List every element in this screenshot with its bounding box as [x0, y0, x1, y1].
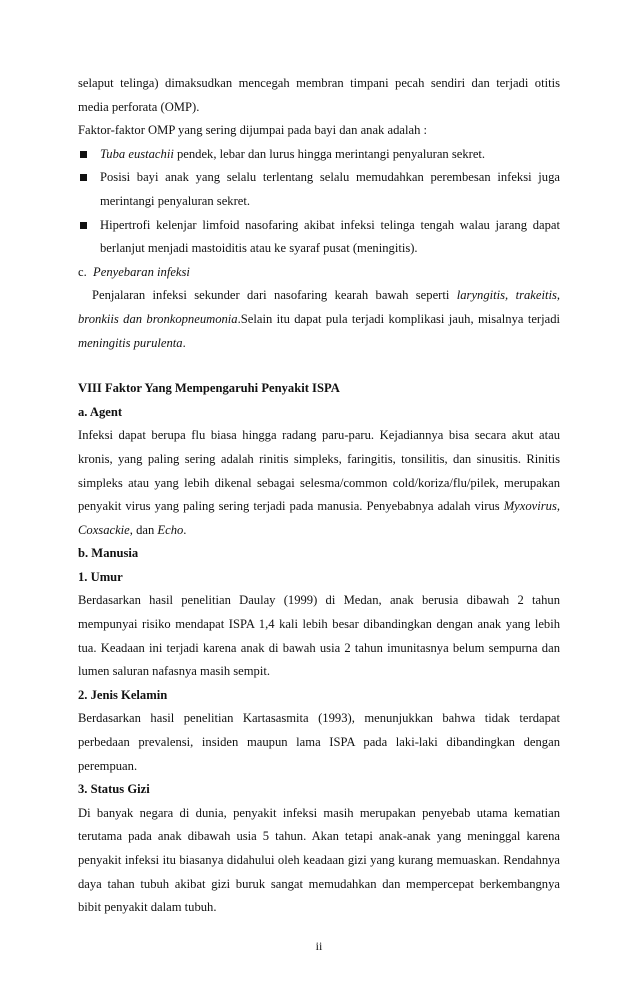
list-item: Hipertrofi kelenjar limfoid nasofaring akibat infeksi telinga tengah walau jarang dapat berlanjut menjadi mastoiditis atau ke syaraf pusat (meningitis). [78, 214, 560, 261]
jenis-kelamin-paragraph: Berdasarkan hasil penelitian Kartasasmita (1993), menunjukkan bahwa tidak terdapat perbedaan prevalensi, insiden maupun lama ISPA pada laki-laki dibandingkan dengan perempuan. [78, 711, 560, 773]
list-item: Posisi bayi anak yang selalu terlentang selalu memudahkan perembesan infeksi juga merintangi penyaluran sekret. [78, 166, 560, 213]
agent-paragraph: Infeksi dapat berupa flu biasa hingga radang paru-paru. Kejadiannya bisa secara akut atau kronis, yang paling sering adalah rinitis simpleks, faringitis, tonsilitis, dan sinusitis. Rinitis simpleks atau yang lebih dikenal sebagai selesma/common cold/koriza/flu/pilek, merupakan penyakit virus yang paling sering terjadi pada manusia. Penyebabnya adalah virus Myxovirus, Coxsackie, dan Echo. [78, 428, 560, 537]
agent-heading: a. Agent [78, 404, 123, 419]
umur-heading: 1. Umur [78, 569, 123, 584]
jenis-kelamin-heading: 2. Jenis Kelamin [78, 687, 168, 702]
section-viii-title: VIII Faktor Yang Mempengaruhi Penyakit ISPA [78, 381, 340, 396]
manusia-heading: b. Manusia [78, 546, 139, 561]
list-item: Tuba eustachii pendek, lebar dan lurus hingga merintangi penyaluran sekret. [78, 143, 560, 167]
spread-paragraph: Penjalaran infeksi sekunder dari nasofaring kearah bawah seperti laryngitis, trakeitis, bronkiis dan bronkopneumonia.Selain itu dapat pula terjadi komplikasi jauh, misalnya terjadi meningitis purulenta. [78, 288, 560, 350]
status-gizi-heading: 3. Status Gizi [78, 782, 150, 797]
omp-factor-list [78, 143, 560, 261]
status-gizi-paragraph: Di banyak negara di dunia, penyakit infeksi masih merupakan penyebab utama kematian terutama pada anak dibawah usia 5 tahun. Akan tetapi anak-anak yang meninggal karena penyakit infeksi itu biasanya didahului oleh keadaan gizi yang kurang memuaskan. Rendahnya daya tahan tubuh akibat gizi buruk sangat memudahkan dan mempercepat berkembangnya bibit penyakit dalam tubuh. [78, 805, 560, 915]
page-number: ii [315, 939, 323, 953]
intro-paragraph: selaput telinga) dimaksudkan mencegah membran timpani pecah sendiri dan terjadi otitis media perforata (OMP). [78, 76, 560, 114]
omp-factors-intro: Faktor-faktor OMP yang sering dijumpai pada bayi dan anak adalah : [78, 123, 428, 138]
italic-term: Tuba eustachii [100, 146, 174, 161]
spacer [78, 355, 560, 377]
subsection-c-heading: c. Penyebaran infeksi [78, 264, 190, 279]
umur-paragraph: Berdasarkan hasil penelitian Daulay (1999) di Medan, anak berusia dibawah 2 tahun mempunyai risiko mendapat ISPA 1,4 kali lebih besar dibandingkan dengan anak yang lebih tua. Keadaan ini terjadi karena anak di bawah usia 2 tahun imunitasnya belum sempurna dan lumen saluran nafasnya masih sempit. [78, 593, 560, 679]
